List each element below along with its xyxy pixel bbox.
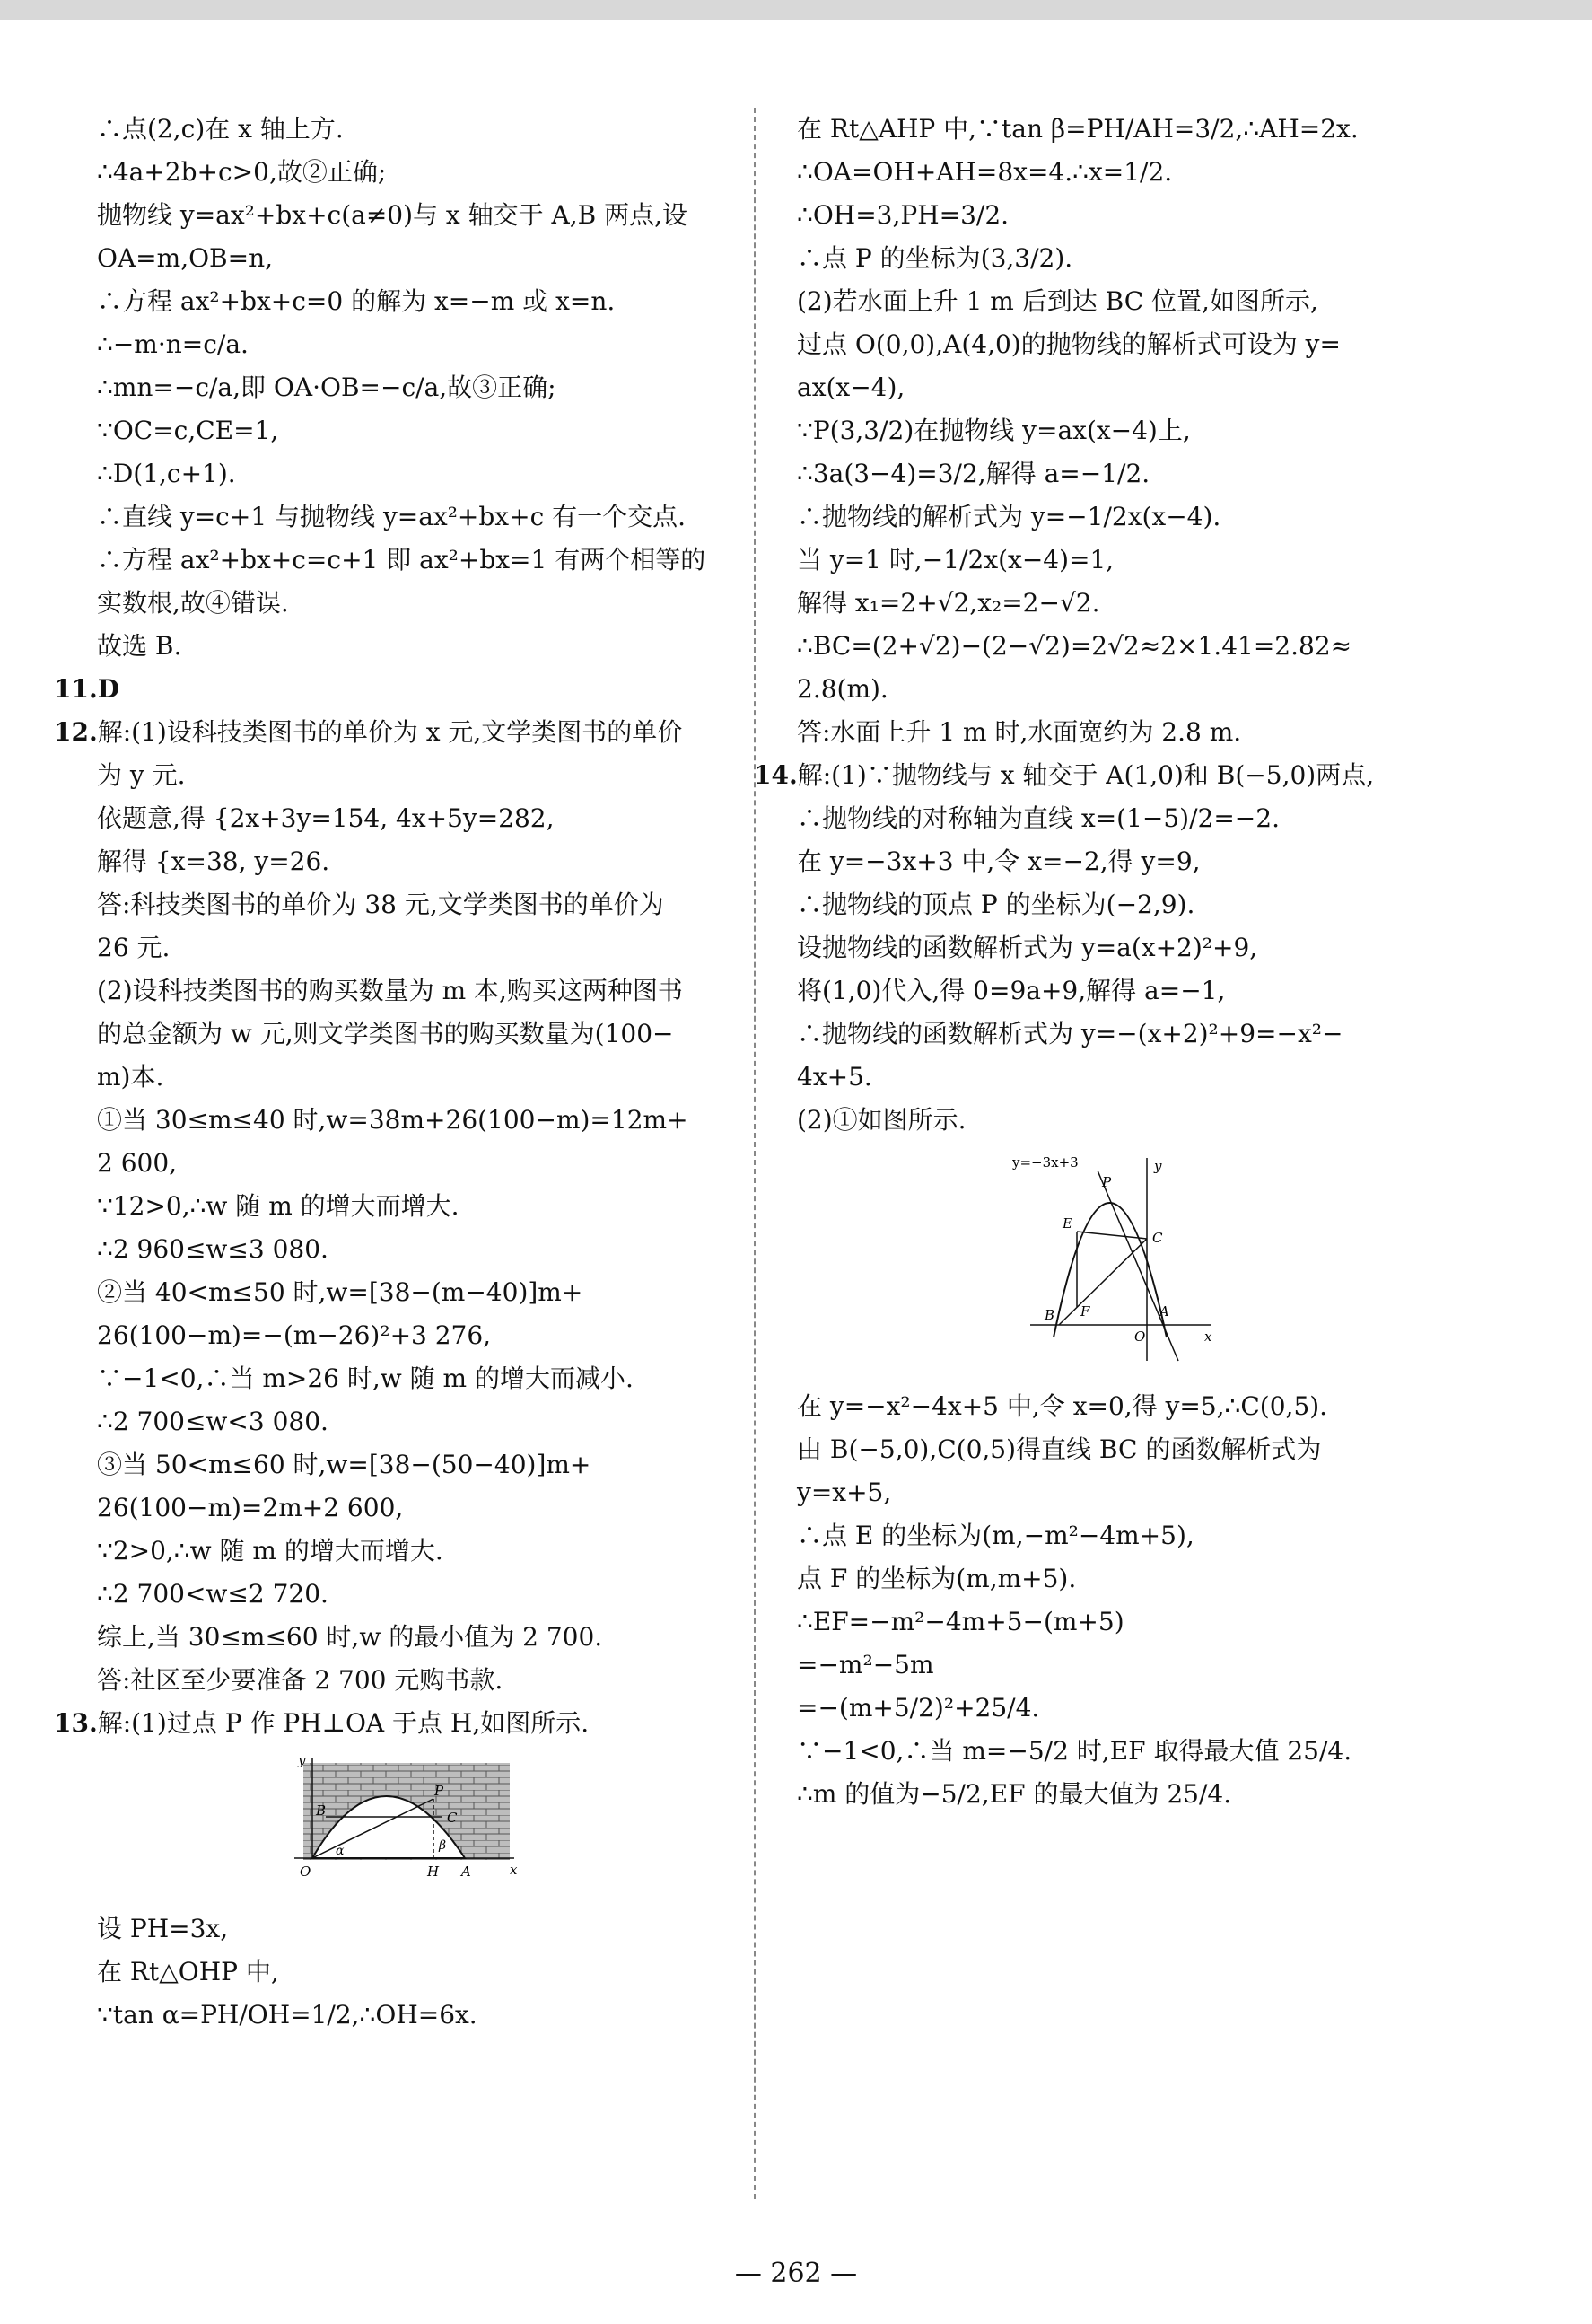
line-text: ax(x−4), (797, 373, 905, 402)
line-text: ∴抛物线的解析式为 y=−1/2x(x−4). (797, 502, 1221, 531)
text-line (97, 1573, 725, 1616)
text-line (97, 1056, 725, 1099)
text-line (797, 926, 1479, 969)
text-line (97, 1099, 725, 1142)
line-text: (2)设科技类图书的购买数量为 m 本,购买这两种图书 (97, 976, 683, 1005)
line-text: ∴抛物线的对称轴为直线 x=(1−5)/2=−2. (797, 803, 1280, 833)
line-text: 解得 x₁=2+√2,x₂=2−√2. (797, 588, 1100, 618)
text-line (797, 1056, 1479, 1099)
text-line (97, 1400, 725, 1443)
question-number: 14. (754, 760, 798, 790)
line-text: ∴mn=−c/a,即 OA·OB=−c/a,故③正确; (97, 373, 556, 402)
label-x: x (510, 1862, 518, 1878)
label-f: F (1080, 1303, 1090, 1320)
label-b: B (316, 1802, 327, 1819)
text-line (54, 711, 725, 754)
text-line (797, 582, 1479, 625)
text-line (797, 237, 1479, 280)
page-number: — 262 — (734, 2258, 858, 2289)
text-line (97, 323, 725, 366)
text-line (797, 280, 1479, 323)
line-text: y=x+5, (797, 1478, 892, 1507)
line-text: ②当 40<m≤50 时,w=[38−(m−40)]m+ (97, 1277, 583, 1307)
line-text: 综上,当 30≤m≤60 时,w 的最小值为 2 700. (97, 1622, 603, 1652)
line-text: 2.8(m). (797, 674, 888, 704)
line-text: ∵−1<0,∴当 m=−5/2 时,EF 取得最大值 25/4. (797, 1736, 1352, 1766)
line-text: 在 y=−x²−4x+5 中,令 x=0,得 y=5,∴C(0,5). (797, 1391, 1328, 1421)
text-line (797, 797, 1479, 840)
label-x: x (1204, 1329, 1212, 1345)
text-line (797, 151, 1479, 194)
line-text: ①当 30≤m≤40 时,w=38m+26(100−m)=12m+ (97, 1105, 688, 1135)
left-column (54, 108, 725, 2037)
text-line (97, 582, 725, 625)
text-line (97, 883, 725, 926)
label-a: A (461, 1864, 471, 1880)
text-line (797, 1730, 1479, 1773)
line-text: =−(m+5/2)²+25/4. (797, 1693, 1040, 1723)
text-line (97, 1951, 725, 1994)
text-line (797, 1385, 1479, 1428)
line-text: =−m²−5m (797, 1650, 934, 1679)
text-line (797, 969, 1479, 1013)
text-line (54, 1702, 725, 1745)
line-text: ③当 50<m≤60 时,w=[38−(50−40)]m+ (97, 1450, 591, 1479)
text-line (797, 840, 1479, 883)
line-text: 过点 O(0,0),A(4,0)的抛物线的解析式可设为 y= (797, 329, 1341, 359)
text-line (797, 1687, 1479, 1730)
text-line (97, 1616, 725, 1659)
text-line (54, 668, 725, 711)
label-c: C (1152, 1230, 1163, 1246)
line-text: 26 元. (97, 933, 171, 962)
label-line-equation: y=−3x+3 (1012, 1154, 1079, 1171)
text-line (797, 452, 1479, 495)
text-line (97, 1271, 725, 1314)
text-line (797, 711, 1479, 754)
text-line (97, 1994, 725, 2037)
text-line (97, 1486, 725, 1530)
line-text: ∴−m·n=c/a. (97, 329, 249, 359)
line-text: ∴2 700<w≤2 720. (97, 1579, 328, 1609)
line-text: 抛物线 y=ax²+bx+c(a≠0)与 x 轴交于 A,B 两点,设 (97, 200, 688, 230)
label-alpha: α (336, 1844, 345, 1858)
text-line (97, 1907, 725, 1951)
text-line (97, 1013, 725, 1056)
text-line (97, 151, 725, 194)
text-line (797, 194, 1479, 237)
label-b: B (1045, 1307, 1055, 1323)
text-line (97, 1314, 725, 1357)
text-line (97, 108, 725, 151)
line-text: ∵2>0,∴w 随 m 的增大而增大. (97, 1536, 443, 1565)
text-line (797, 539, 1479, 582)
label-y: y (298, 1752, 306, 1768)
line-text: ∴抛物线的顶点 P 的坐标为(−2,9). (797, 890, 1195, 919)
line-text: (2)①如图所示. (797, 1105, 967, 1135)
text-line (797, 366, 1479, 409)
text-line (97, 1357, 725, 1400)
text-line (797, 1099, 1479, 1142)
line-text: ∴OH=3,PH=3/2. (797, 200, 1010, 230)
text-line (797, 1773, 1479, 1816)
line-text: 故选 B. (97, 631, 182, 661)
line-text: 在 y=−3x+3 中,令 x=−2,得 y=9, (797, 846, 1201, 876)
text-line (797, 108, 1479, 151)
text-line (97, 409, 725, 452)
line-text: ∴抛物线的函数解析式为 y=−(x+2)²+9=−x²− (797, 1019, 1343, 1048)
line-text: 答:科技类图书的单价为 38 元,文学类图书的单价为 (97, 890, 664, 919)
label-y: y (1154, 1158, 1162, 1174)
text-line (97, 452, 725, 495)
line-text: ∵12>0,∴w 随 m 的增大而增大. (97, 1191, 459, 1221)
line-text: ∵tan α=PH/OH=1/2,∴OH=6x. (97, 2000, 477, 2030)
text-line (797, 1514, 1479, 1557)
text-line (797, 1644, 1479, 1687)
line-text: 设 PH=3x, (97, 1914, 229, 1943)
text-line (797, 1600, 1479, 1644)
line-text: ∴点 P 的坐标为(3,3/2). (797, 243, 1073, 273)
text-line (754, 754, 1479, 797)
text-line (97, 797, 725, 840)
text-line (797, 1557, 1479, 1600)
text-line (97, 840, 725, 883)
line-text: D (97, 674, 119, 704)
text-line (97, 1228, 725, 1271)
line-text: 在 Rt△AHP 中,∵tan β=PH/AH=3/2,∴AH=2x. (797, 114, 1359, 144)
line-text: 4x+5. (797, 1062, 872, 1092)
line-text: ∴点 E 的坐标为(m,−m²−4m+5), (797, 1521, 1194, 1550)
line-text: ∴EF=−m²−4m+5−(m+5) (797, 1607, 1124, 1636)
line-text: ∴m 的值为−5/2,EF 的最大值为 25/4. (797, 1779, 1232, 1809)
line-bc (1059, 1239, 1147, 1325)
question-number: 11. (54, 674, 98, 704)
text-line (97, 969, 725, 1013)
line-text: 26(100−m)=−(m−26)²+3 276, (97, 1320, 492, 1350)
label-a: A (1159, 1303, 1169, 1320)
line-text: 的总金额为 w 元,则文学类图书的购买数量为(100− (97, 1019, 674, 1048)
label-o: O (1134, 1329, 1146, 1345)
text-line (97, 280, 725, 323)
text-line (97, 1530, 725, 1573)
line-text: 为 y 元. (97, 760, 186, 790)
label-p: P (434, 1783, 444, 1799)
text-line (97, 366, 725, 409)
top-edge-bar (0, 0, 1592, 20)
line-text: ∴点(2,c)在 x 轴上方. (97, 114, 344, 144)
text-line (97, 1142, 725, 1185)
question-number: 12. (54, 717, 98, 747)
text-line (797, 883, 1479, 926)
line-text: 实数根,故④错误. (97, 588, 289, 618)
line-text: 26(100−m)=2m+2 600, (97, 1493, 404, 1522)
label-e: E (1063, 1215, 1072, 1232)
text-line (797, 625, 1479, 668)
line-text: ∴方程 ax²+bx+c=c+1 即 ax²+bx=1 有两个相等的 (97, 545, 706, 574)
line-text: ∵OC=c,CE=1, (97, 416, 279, 445)
text-line (97, 539, 725, 582)
line-text: 解:(1)过点 P 作 PH⊥OA 于点 H,如图所示. (97, 1708, 590, 1738)
text-line (97, 926, 725, 969)
line-text: (2)若水面上升 1 m 后到达 BC 位置,如图所示, (797, 286, 1318, 316)
line-text: 将(1,0)代入,得 0=9a+9,解得 a=−1, (797, 976, 1226, 1005)
line-text: ∴BC=(2+√2)−(2−√2)=2√2≈2×1.41=2.82≈ (797, 631, 1352, 661)
line-text: ∴直线 y=c+1 与抛物线 y=ax²+bx+c 有一个交点. (97, 502, 687, 531)
text-line (97, 237, 725, 280)
text-line (97, 754, 725, 797)
line-text: ∴2 700≤w<3 080. (97, 1407, 328, 1436)
line-text: 2 600, (97, 1148, 178, 1178)
line-text: ∴3a(3−4)=3/2,解得 a=−1/2. (797, 459, 1150, 488)
line-text: ∵P(3,3/2)在抛物线 y=ax(x−4)上, (797, 416, 1191, 445)
label-p: P (1102, 1174, 1112, 1190)
line-text: ∵−1<0,∴当 m>26 时,w 随 m 的增大而减小. (97, 1364, 634, 1393)
text-line (797, 323, 1479, 366)
label-o: O (300, 1864, 311, 1880)
figure-brick-wall-parabola (285, 1752, 725, 1900)
label-c: C (447, 1810, 458, 1826)
line-text: ∴方程 ax²+bx+c=0 的解为 x=−m 或 x=n. (97, 286, 616, 316)
line-text: 当 y=1 时,−1/2x(x−4)=1, (797, 545, 1115, 574)
column-divider (754, 108, 756, 2199)
line-text: m)本. (97, 1062, 164, 1092)
question-number: 13. (54, 1708, 98, 1738)
line-text: 由 B(−5,0),C(0,5)得直线 BC 的函数解析式为 (797, 1434, 1322, 1464)
line-text: OA=m,OB=n, (97, 243, 274, 273)
text-line (797, 668, 1479, 711)
line-text: ∴D(1,c+1). (97, 459, 236, 488)
text-line (97, 625, 725, 668)
text-line (97, 194, 725, 237)
text-line (97, 1443, 725, 1486)
label-h: H (427, 1864, 440, 1880)
line-text: 解:(1)设科技类图书的单价为 x 元,文学类图书的单价 (97, 717, 683, 747)
line-text: 在 Rt△OHP 中, (97, 1957, 279, 1986)
line-text: 点 F 的坐标为(m,m+5). (797, 1564, 1077, 1593)
text-line (797, 1428, 1479, 1471)
line-text: 依题意,得 {2x+3y=154, 4x+5y=282, (97, 803, 555, 833)
figure-parabola-graph (1012, 1149, 1479, 1378)
text-line (797, 1013, 1479, 1056)
label-beta: β (439, 1838, 447, 1853)
line-text: 答:水面上升 1 m 时,水面宽约为 2.8 m. (797, 717, 1242, 747)
text-line (97, 1659, 725, 1702)
text-line (97, 1185, 725, 1228)
line-text: ∴4a+2b+c>0,故②正确; (97, 157, 387, 187)
text-line (797, 495, 1479, 539)
text-line (797, 409, 1479, 452)
text-line (797, 1471, 1479, 1514)
line-text: ∴2 960≤w≤3 080. (97, 1234, 328, 1264)
right-column (754, 108, 1479, 1816)
text-line (97, 495, 725, 539)
line-text: 答:社区至少要准备 2 700 元购书款. (97, 1665, 503, 1695)
line-text: 解得 {x=38, y=26. (97, 846, 330, 876)
line-text: 解:(1)∵抛物线与 x 轴交于 A(1,0)和 B(−5,0)两点, (797, 760, 1375, 790)
line-text: ∴OA=OH+AH=8x=4.∴x=1/2. (797, 157, 1173, 187)
line-text: 设抛物线的函数解析式为 y=a(x+2)²+9, (797, 933, 1258, 962)
